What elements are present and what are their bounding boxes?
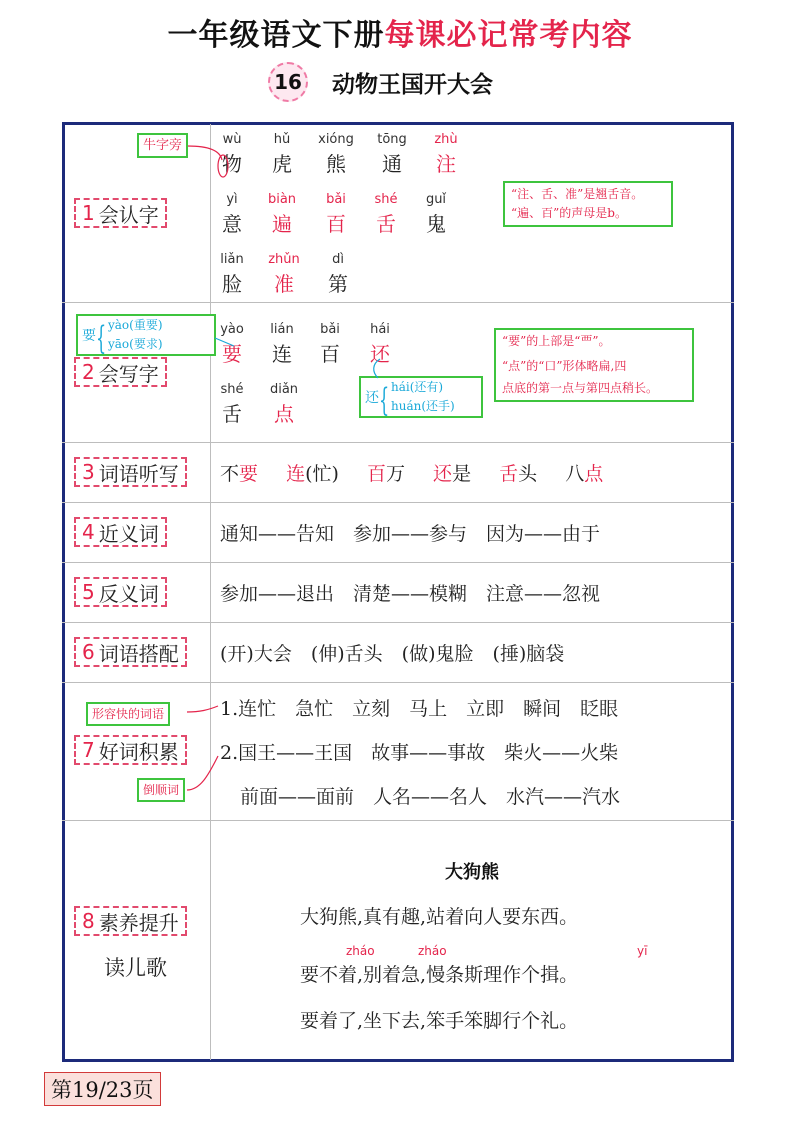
pinyin: zháo <box>418 944 447 958</box>
pinyin: dì <box>332 252 344 267</box>
brace-icon: { <box>96 319 107 357</box>
pinyin: bǎi <box>320 322 340 337</box>
pronunciation-note: “注、舌、准”是翘舌音。 “遍、百”的声母是b。 <box>503 181 673 227</box>
row-divider <box>62 562 734 563</box>
character: 百 <box>320 342 340 366</box>
brace-icon: { <box>379 381 390 419</box>
lesson-number-badge: 16 <box>268 62 308 102</box>
synonyms-list: 通知——告知 参加——参与 因为——由于 <box>220 523 601 545</box>
pinyin: shé <box>220 382 244 397</box>
row-divider <box>62 622 734 623</box>
page-title: 一年级语文下册每课必记常考内容 <box>167 18 633 53</box>
row-divider <box>62 442 734 443</box>
good-words-line: 前面——面前 人名——名人 水汽——汽水 <box>240 786 621 808</box>
section-label-synonyms: 4 近义词 <box>74 517 167 547</box>
character: 还 <box>370 342 390 366</box>
pinyin: liǎn <box>220 252 244 267</box>
character: 物 <box>222 152 242 176</box>
pinyin: yào <box>220 322 244 337</box>
pinyin: shé <box>374 192 398 207</box>
hai-polyphone-note: 还 { hái(还有) huán(还手) <box>359 376 483 418</box>
character: 鬼 <box>426 212 446 236</box>
dictation-word: 百万 <box>366 463 405 485</box>
row-divider <box>62 302 734 303</box>
pinyin: zhù <box>434 132 458 147</box>
row-divider <box>62 820 734 821</box>
section-label-antonyms: 5 反义词 <box>74 577 167 607</box>
lesson-heading <box>268 62 493 102</box>
pinyin: biàn <box>267 192 297 207</box>
dictation-word: 舌头 <box>499 463 538 485</box>
pinyin: wù <box>222 132 242 147</box>
antonyms-list: 参加——退出 清楚——模糊 注意——忽视 <box>220 583 601 605</box>
pinyin: yì <box>226 192 238 207</box>
character: 舌 <box>376 212 396 236</box>
character: 注 <box>436 152 456 176</box>
lesson-title: 动物王国开大会 <box>332 71 493 98</box>
pinyin: hǔ <box>273 132 291 147</box>
page-number: 第19/23页 <box>44 1072 161 1106</box>
character: 通 <box>382 152 402 176</box>
pinyin: tōng <box>377 132 407 147</box>
row-divider <box>62 682 734 683</box>
poem-line: 要着了,坐下去,笨手笨脚行个礼。 <box>300 1010 579 1032</box>
radical-pointer <box>186 140 236 180</box>
poem-line: 大狗熊,真有趣,站着向人要东西。 <box>300 906 579 928</box>
tag-pointers <box>186 696 220 804</box>
radical-note: 牛字旁 <box>137 133 188 158</box>
section-sub-label: 读儿歌 <box>104 956 167 980</box>
pinyin: guǐ <box>425 192 447 207</box>
dictation-word: 不要 <box>220 463 259 485</box>
dictation-word: 连(忙) <box>286 463 339 485</box>
character: 意 <box>222 212 242 236</box>
good-words-line: 1.连忙 急忙 立刻 马上 立即 瞬间 眨眼 <box>220 698 619 720</box>
fast-words-tag: 形容快的词语 <box>86 702 170 726</box>
dictation-words <box>220 459 603 486</box>
section-label-write: 2 会写字 <box>74 357 167 387</box>
pinyin: diǎn <box>269 382 299 397</box>
pinyin: xióng <box>318 132 354 147</box>
character: 遍 <box>272 212 292 236</box>
character: 连 <box>272 342 292 366</box>
yao-pointer <box>214 334 236 352</box>
section-label-dictation: 3 词语听写 <box>74 457 187 487</box>
character: 第 <box>328 272 348 296</box>
pinyin: bǎi <box>326 192 346 207</box>
character: 熊 <box>326 152 346 176</box>
character: 要 <box>222 342 242 366</box>
pinyin: zháo <box>346 944 375 958</box>
hai-pointer <box>368 358 388 380</box>
pinyin: hái <box>370 322 390 337</box>
section-label-collocations: 6 词语搭配 <box>74 637 187 667</box>
pinyin: zhǔn <box>268 252 300 267</box>
dictation-word: 八点 <box>565 463 604 485</box>
row-divider <box>62 502 734 503</box>
pinyin: lián <box>270 322 294 337</box>
good-words-line: 2.国王——王国 故事——事故 柴火——火柴 <box>220 742 619 764</box>
character: 百 <box>326 212 346 236</box>
poem-line: 要不着,别着急,慢条斯理作个揖。 <box>300 964 579 986</box>
character: 准 <box>274 272 294 296</box>
character: 脸 <box>222 272 242 296</box>
character: 点 <box>274 402 294 426</box>
character: 虎 <box>272 152 292 176</box>
poem-title: 大狗熊 <box>445 862 499 883</box>
pinyin: yī <box>637 944 648 958</box>
character: 舌 <box>222 402 242 426</box>
section-label-good-words: 7 好词积累 <box>74 735 187 765</box>
section-label-literacy: 8 素养提升 <box>74 906 187 936</box>
dictation-word: 还是 <box>433 463 472 485</box>
reversible-words-tag: 倒顺词 <box>137 778 185 802</box>
section-label-recognize: 1 会认字 <box>74 198 167 228</box>
yao-polyphone-note: 要 { yào(重要) yāo(要求) <box>76 314 216 356</box>
collocations-list: (开)大会 (伸)舌头 (做)鬼脸 (捶)脑袋 <box>220 643 565 665</box>
writing-tips-note: “要”的上部是“覀”。 “点”的“口”形体略扁,四 点底的第一点与第四点稍长。 <box>494 328 694 402</box>
